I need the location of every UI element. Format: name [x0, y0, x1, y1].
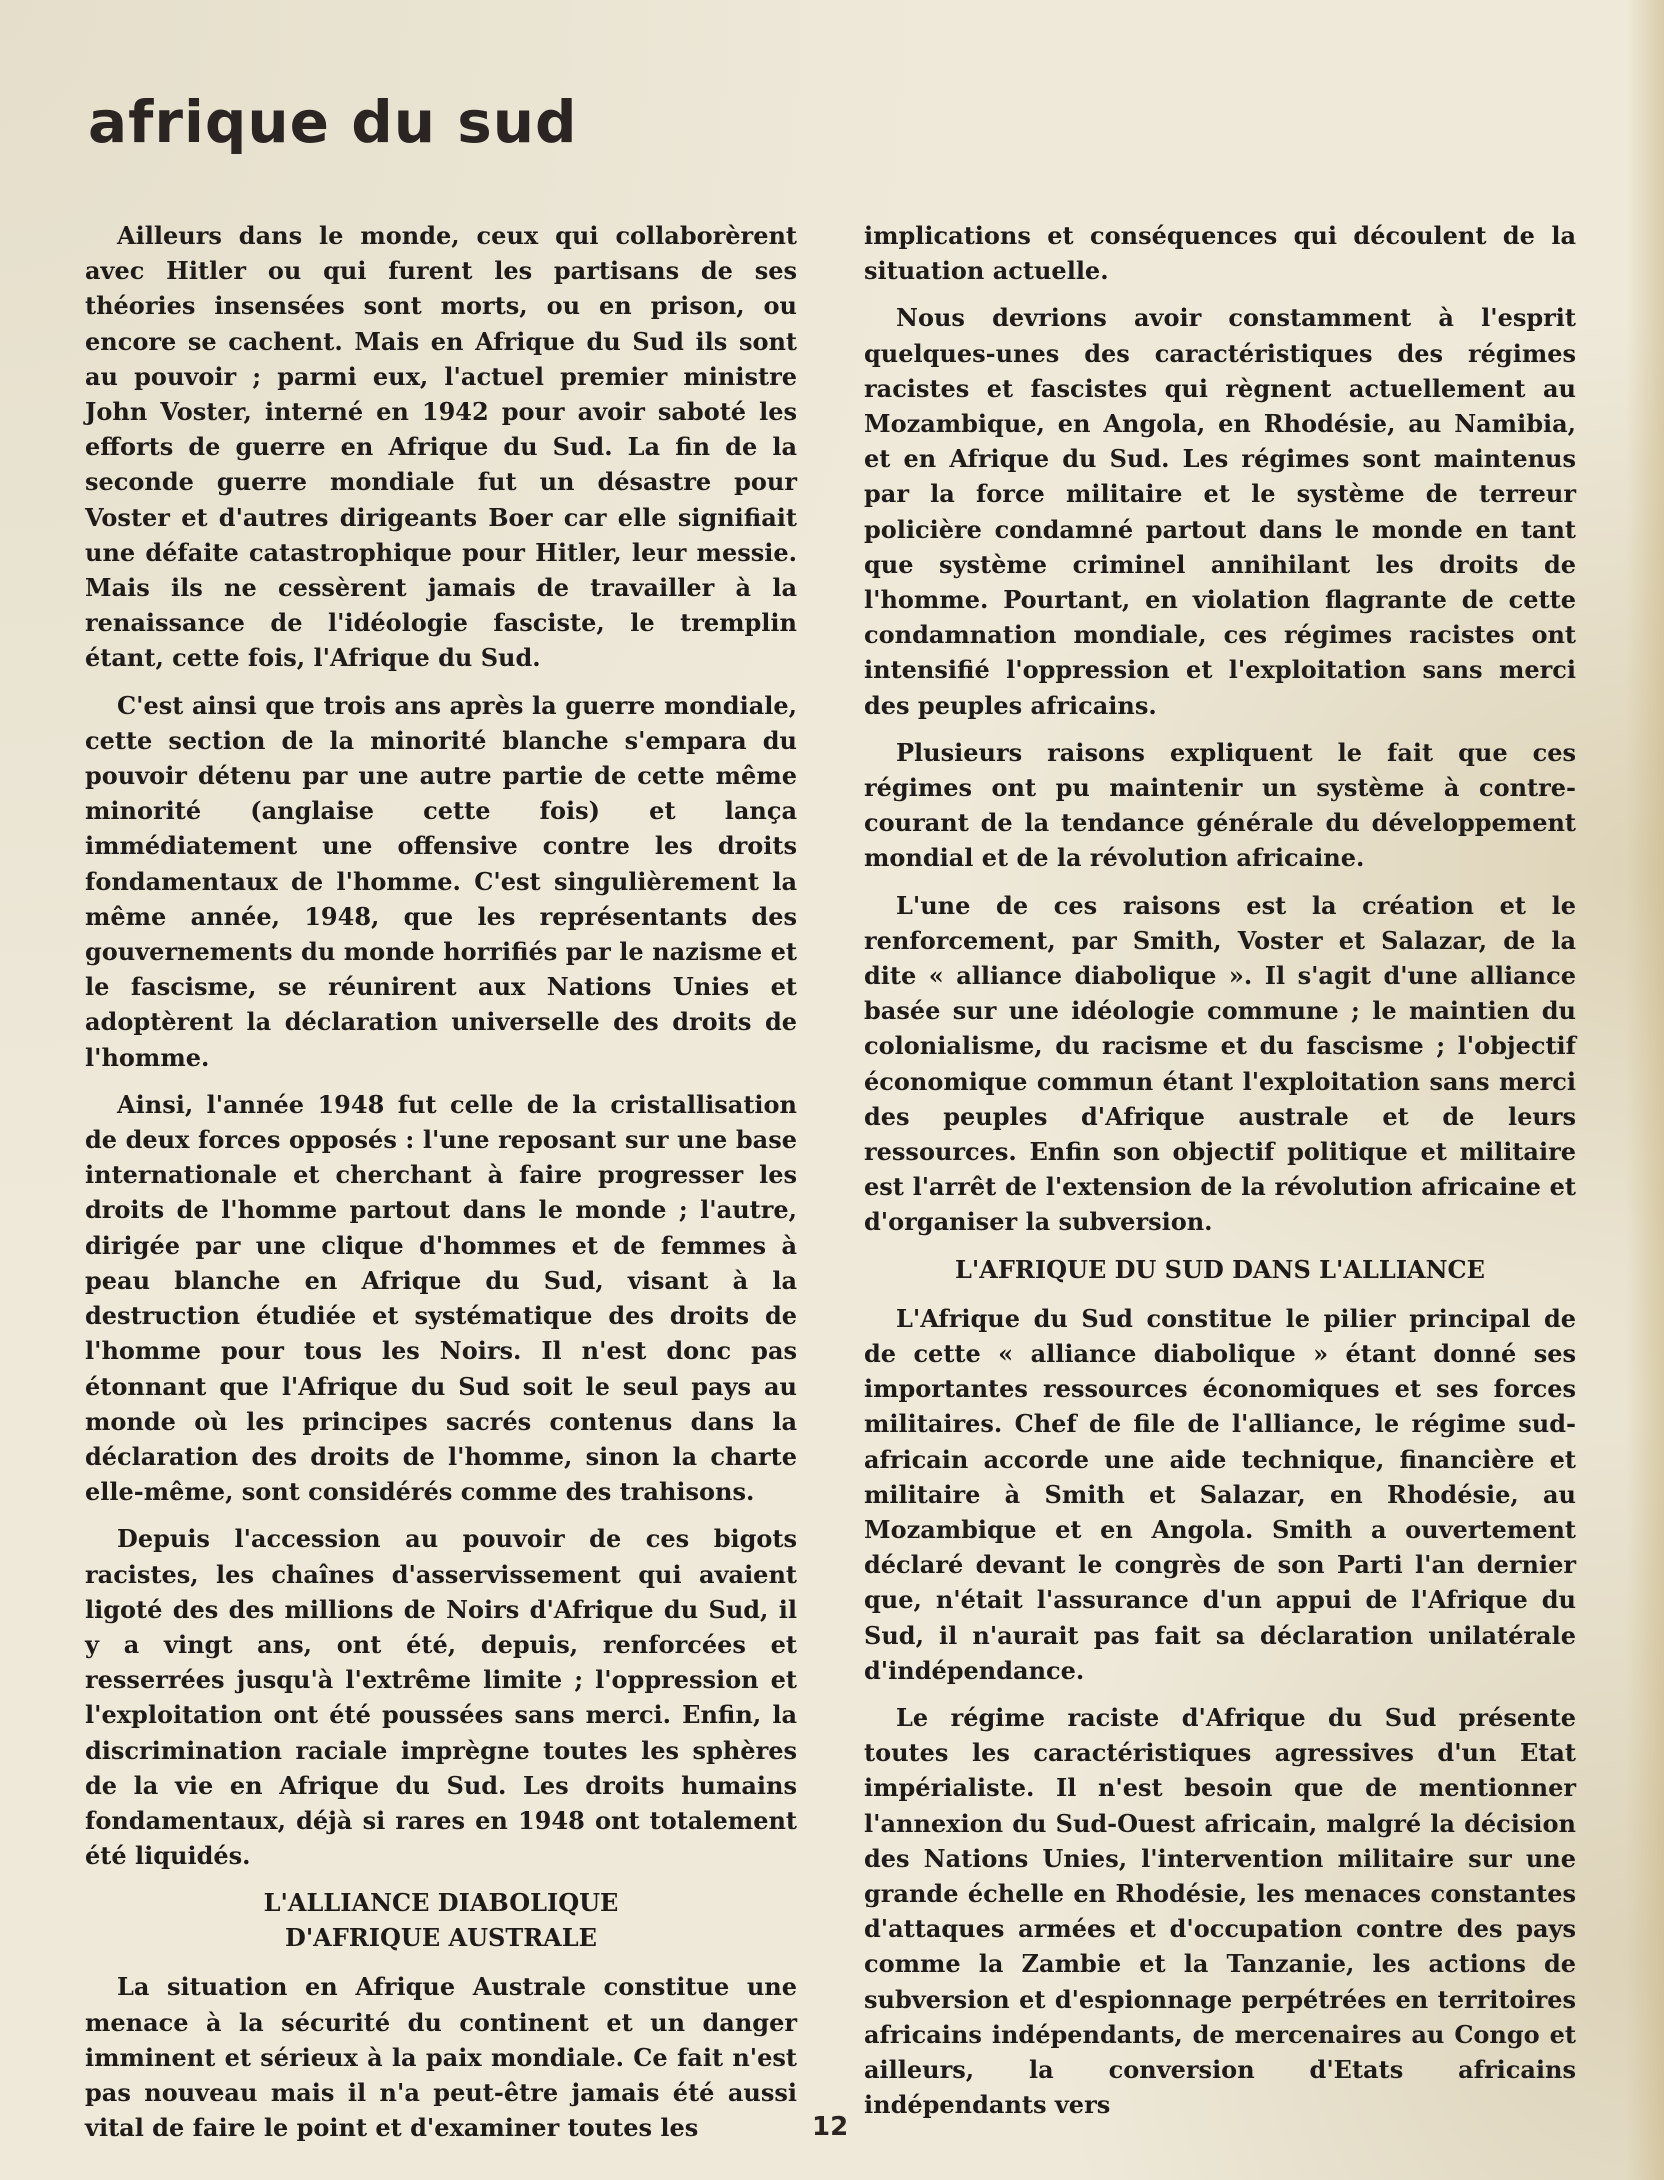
left-column: [85, 218, 797, 2157]
right-paragraph-3: Plusieurs raisons expliquent le fait que ces régimes ont pu maintenir un système à contre-courant de la tendance générale du développement mondial et de la révolution africaine.: [864, 737, 1576, 873]
right-paragraph-6: Le régime raciste d'Afrique du Sud présente toutes les caractéristiques agressives d'un Etat impérialiste. Il n'est besoin que de mentionner l'annexion du Sud-Ouest africain, malgré la décision des Nations Unies, l'intervention militaire sur une grande échelle en Rhodésie, les menaces constantes d'attaques armées et d'occupation contre des pays comme la Zambie et la Tanzanie, les actions de subversion et d'espionnage perpétrées en territoires africains indépendants, de mercenaires au Congo et ailleurs, la conversion d'Etats africains indépendants vers: [864, 1702, 1576, 2120]
right-paragraph-2: Nous devrions avoir constamment à l'esprit quelques-unes des caractéristiques des régimes racistes et fascistes qui règnent actuellement au Mozambique, en Angola, en Rhodésie, au Namibia, et en Afrique du Sud. Les régimes sont maintenus par la force militaire et le système de terreur policière condamné partout dans le monde en tant que système criminel annihilant les droits de l'homme. Pourtant, en violation flagrante de cette condamnation mondiale, ces régimes racistes ont intensifié l'oppression et l'exploitation sans merci des peuples africains.: [864, 303, 1576, 720]
right-paragraph-4: L'une de ces raisons est la création et le renforcement, par Smith, Voster et Salazar, de la dite « alliance diabolique ». Il s'agit d'une alliance basée sur une idéologie commune ; le maintien du colonialisme, du racisme et du fascisme ; l'objectif économique commun étant l'exploitation sans merci des peuples d'Afrique australe et de leurs ressources. Enfin son objectif politique et militaire est l'arrêt de l'extension de la révolution africaine et d'organiser la subversion.: [864, 890, 1576, 1237]
section-heading-south-africa: L'AFRIQUE DU SUD DANS L'ALLIANCE: [955, 1254, 1485, 1284]
right-paragraph-1: implications et conséquences qui découlent de la situation actuelle.: [864, 221, 1576, 286]
section-heading-line-2: D'AFRIQUE AUSTRALE: [285, 1923, 597, 1953]
page-title: afrique du sud: [88, 88, 578, 156]
section-heading-line-1: L'ALLIANCE DIABOLIQUE: [263, 1888, 619, 1918]
left-paragraph-1: Ailleurs dans le monde, ceux qui collaborèrent avec Hitler ou qui furent les partisans de ses théories insensées sont morts, ou en prison, ou encore se cachent. Mais en Afrique du Sud ils sont au pouvoir ; parmi eux, l'actuel premier ministre John Voster, interné en 1942 pour avoir saboté les efforts de guerre en Afrique du Sud. La fin de la seconde guerre mondiale fut un désastre pour Voster et d'autres dirigeants Boer car elle signifiait une défaite catastrophique pour Hitler, leur messie. Mais ils ne cessèrent jamais de travailler à la renaissance de l'idéologie fasciste, le tremplin étant, cette fois, l'Afrique du Sud.: [85, 221, 797, 673]
page-edge-stain: [1626, 0, 1664, 2180]
left-paragraph-2: C'est ainsi que trois ans après la guerre mondiale, cette section de la minorité blanche s'empara du pouvoir détenu par une autre partie de cette même minorité (anglaise cette fois) et lança immédiatement une offensive contre les droits fondamentaux de l'homme. C'est singulièrement la même année, 1948, que les représentants des gouvernements du monde horrifiés par le nazisme et le fascisme, se réunirent aux Nations Unies et adoptèrent la déclaration universelle des droits de l'homme.: [85, 690, 797, 1072]
left-paragraph-5: La situation en Afrique Australe constitue une menace à la sécurité du continent et un danger imminent et sérieux à la paix mondiale. Ce fait n'est pas nouveau mais il n'a peut-être jamais été aussi vital de faire le point et d'examiner toutes les: [85, 1972, 797, 2143]
left-paragraph-4: Depuis l'accession au pouvoir de ces bigots racistes, les chaînes d'asservissement qui avaient ligoté des des millions de Noirs d'Afrique du Sud, il y a vingt ans, ont été, depuis, renforcées et resserrées jusqu'à l'extrême limite ; l'oppression et l'exploitation ont été poussées sans merci. Enfin, la discrimination raciale imprègne toutes les sphères de la vie en Afrique du Sud. Les droits humains fondamentaux, déjà si rares en 1948 ont totalement été liquidés.: [85, 1524, 797, 1871]
left-paragraph-3: Ainsi, l'année 1948 fut celle de la cristallisation de deux forces opposés : l'une reposant sur une base internationale et cherchant à faire progresser les droits de l'homme partout dans le monde ; l'autre, dirigée par une clique d'hommes et de femmes à peau blanche en Afrique du Sud, visant à la destruction étudiée et systématique des droits de l'homme pour tous les Noirs. Il n'est donc pas étonnant que l'Afrique du Sud soit le seul pays au monde où les principes sacrés contenus dans la déclaration des droits de l'homme, sinon la charte elle-même, sont considérés comme des trahisons.: [85, 1089, 797, 1507]
right-column: [864, 218, 1576, 2134]
page-number: 12: [812, 2112, 849, 2142]
section-heading-alliance: [85, 1885, 797, 1955]
right-paragraph-5: L'Afrique du Sud constitue le pilier principal de de cette « alliance diabolique » étant donné ses importantes ressources économiques et ses forces militaires. Chef de file de l'alliance, le régime sud-africain accorde une aide technique, financière et militaire à Smith et Salazar, en Rhodésie, au Mozambique et en Angola. Smith a ouvertement déclaré devant le congrès de son Parti l'an dernier que, n'était l'assurance d'un appui de l'Afrique du Sud, il n'aurait pas fait sa déclaration unilatérale d'indépendance.: [864, 1303, 1576, 1685]
